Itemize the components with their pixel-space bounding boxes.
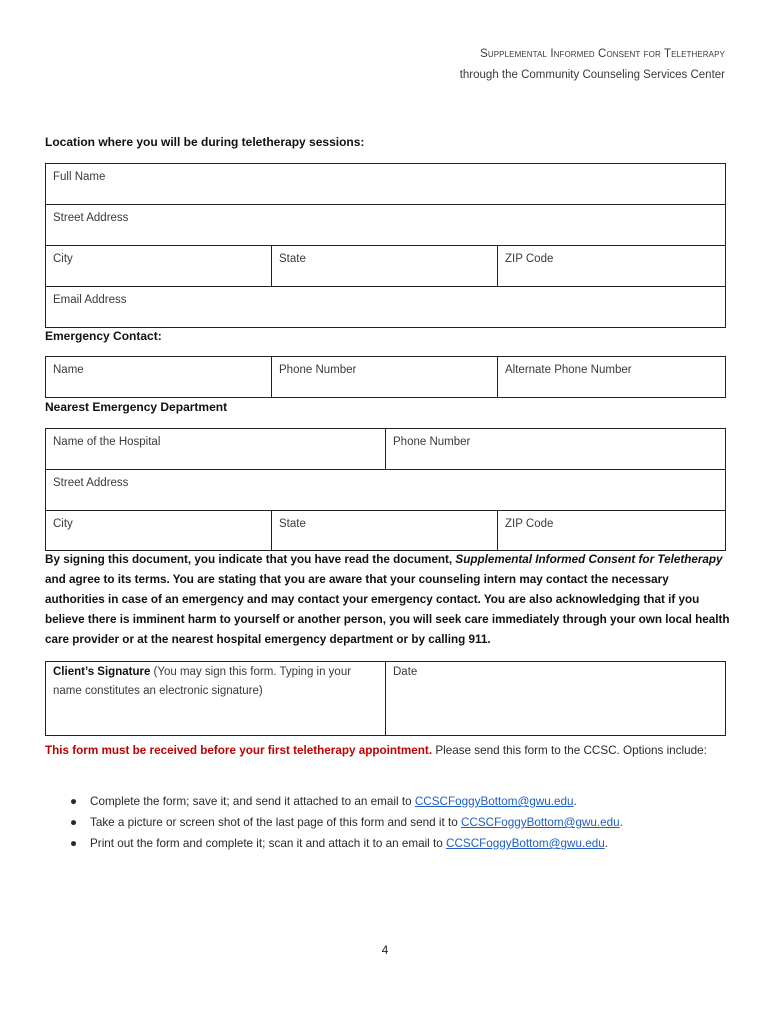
city-label: City — [53, 253, 73, 265]
contact-alt-phone-field[interactable] — [498, 357, 726, 398]
zip-field[interactable] — [498, 246, 726, 287]
bullet-icon: ● — [70, 837, 78, 850]
list-item — [45, 833, 725, 854]
option-text: Take a picture or screen shot of the last page of this form and send it to — [90, 816, 461, 829]
contact-alt-phone-label: Alternate Phone Number — [505, 364, 632, 376]
emergency-dept-heading: Nearest Emergency Department — [45, 400, 228, 414]
hospital-city-label: City — [53, 518, 73, 530]
consent-doc-title: Supplemental Informed Consent for Teletherapy — [455, 553, 723, 566]
hospital-city-field[interactable] — [46, 511, 272, 551]
hospital-name-field[interactable] — [46, 429, 386, 470]
consent-text-2: and agree to its terms. You are stating that you are aware that your counseling intern may contact the necessary authorities in case of an emergency and may contact your emergency contact. You are also acknowledging that if you believe there is imminent harm to yourself or another person, you will seek care immediately through your own local health care provider or at the nearest hospital emergency department or by calling 911. — [45, 573, 730, 646]
city-field[interactable] — [46, 246, 272, 287]
street-address-label: Street Address — [53, 212, 129, 224]
hospital-street-label: Street Address — [53, 477, 129, 489]
zip-label: ZIP Code — [505, 253, 554, 265]
contact-name-label: Name — [53, 364, 84, 376]
emergency-contact-table — [45, 356, 726, 398]
option-text: Print out the form and complete it; scan it and attach it to an email to — [90, 837, 447, 850]
notice-text: Please send this form to the CCSC. Options include: — [432, 744, 707, 757]
date-label: Date — [393, 666, 418, 678]
hospital-phone-label: Phone Number — [393, 436, 471, 448]
consent-text-1: By signing this document, you indicate that you have read the document, — [45, 553, 456, 566]
contact-phone-field[interactable] — [272, 357, 498, 398]
hospital-zip-field[interactable] — [498, 511, 726, 551]
hospital-state-field[interactable] — [272, 511, 498, 551]
bullet-icon: ● — [70, 816, 78, 829]
email-link[interactable]: CCSCFoggyBottom@gwu.edu — [460, 816, 620, 829]
signature-table — [45, 661, 726, 736]
state-field[interactable] — [272, 246, 498, 287]
deadline-warning: This form must be received before your first teletherapy appointment. — [45, 744, 433, 757]
signature-label: Client’s Signature — [53, 666, 151, 678]
signature-note: (You may sign this form. Typing in your name constitutes an electronic signature) — [53, 666, 352, 697]
bullet-icon: ● — [70, 795, 78, 808]
location-heading: Location where you will be during teletherapy sessions: — [45, 135, 365, 149]
list-item — [45, 791, 725, 812]
street-address-field[interactable] — [46, 205, 726, 246]
emergency-contact-heading: Emergency Contact: — [45, 329, 162, 343]
email-label: Email Address — [53, 294, 127, 306]
page-number: 4 — [381, 943, 389, 957]
signature-field[interactable] — [46, 662, 386, 736]
hospital-zip-label: ZIP Code — [505, 518, 554, 530]
submission-options-list — [45, 791, 725, 854]
full-name-label: Full Name — [53, 171, 106, 183]
contact-phone-label: Phone Number — [279, 364, 357, 376]
option-end: . — [619, 816, 623, 829]
email-field[interactable] — [46, 287, 726, 328]
email-link[interactable]: CCSCFoggyBottom@gwu.edu — [446, 837, 605, 850]
state-label: State — [279, 253, 306, 265]
option-end: . — [604, 837, 608, 850]
hospital-phone-field[interactable] — [386, 429, 726, 470]
option-text: Complete the form; save it; and send it attached to an email to — [90, 795, 415, 808]
consent-paragraph — [45, 550, 730, 650]
hospital-street-field[interactable] — [46, 470, 726, 511]
header-title: Supplemental Informed Consent for Teletherapy — [480, 48, 725, 60]
contact-name-field[interactable] — [46, 357, 272, 398]
header-subtitle: through the Community Counseling Services Center — [459, 69, 725, 81]
date-field[interactable] — [386, 662, 726, 736]
full-name-field[interactable] — [46, 164, 726, 205]
email-link[interactable]: CCSCFoggyBottom@gwu.edu — [414, 795, 574, 808]
submission-notice — [45, 741, 725, 761]
emergency-dept-table — [45, 428, 726, 551]
hospital-name-label: Name of the Hospital — [53, 436, 161, 448]
option-end: . — [573, 795, 577, 808]
hospital-state-label: State — [279, 518, 306, 530]
list-item — [45, 812, 725, 833]
location-table — [45, 163, 726, 328]
